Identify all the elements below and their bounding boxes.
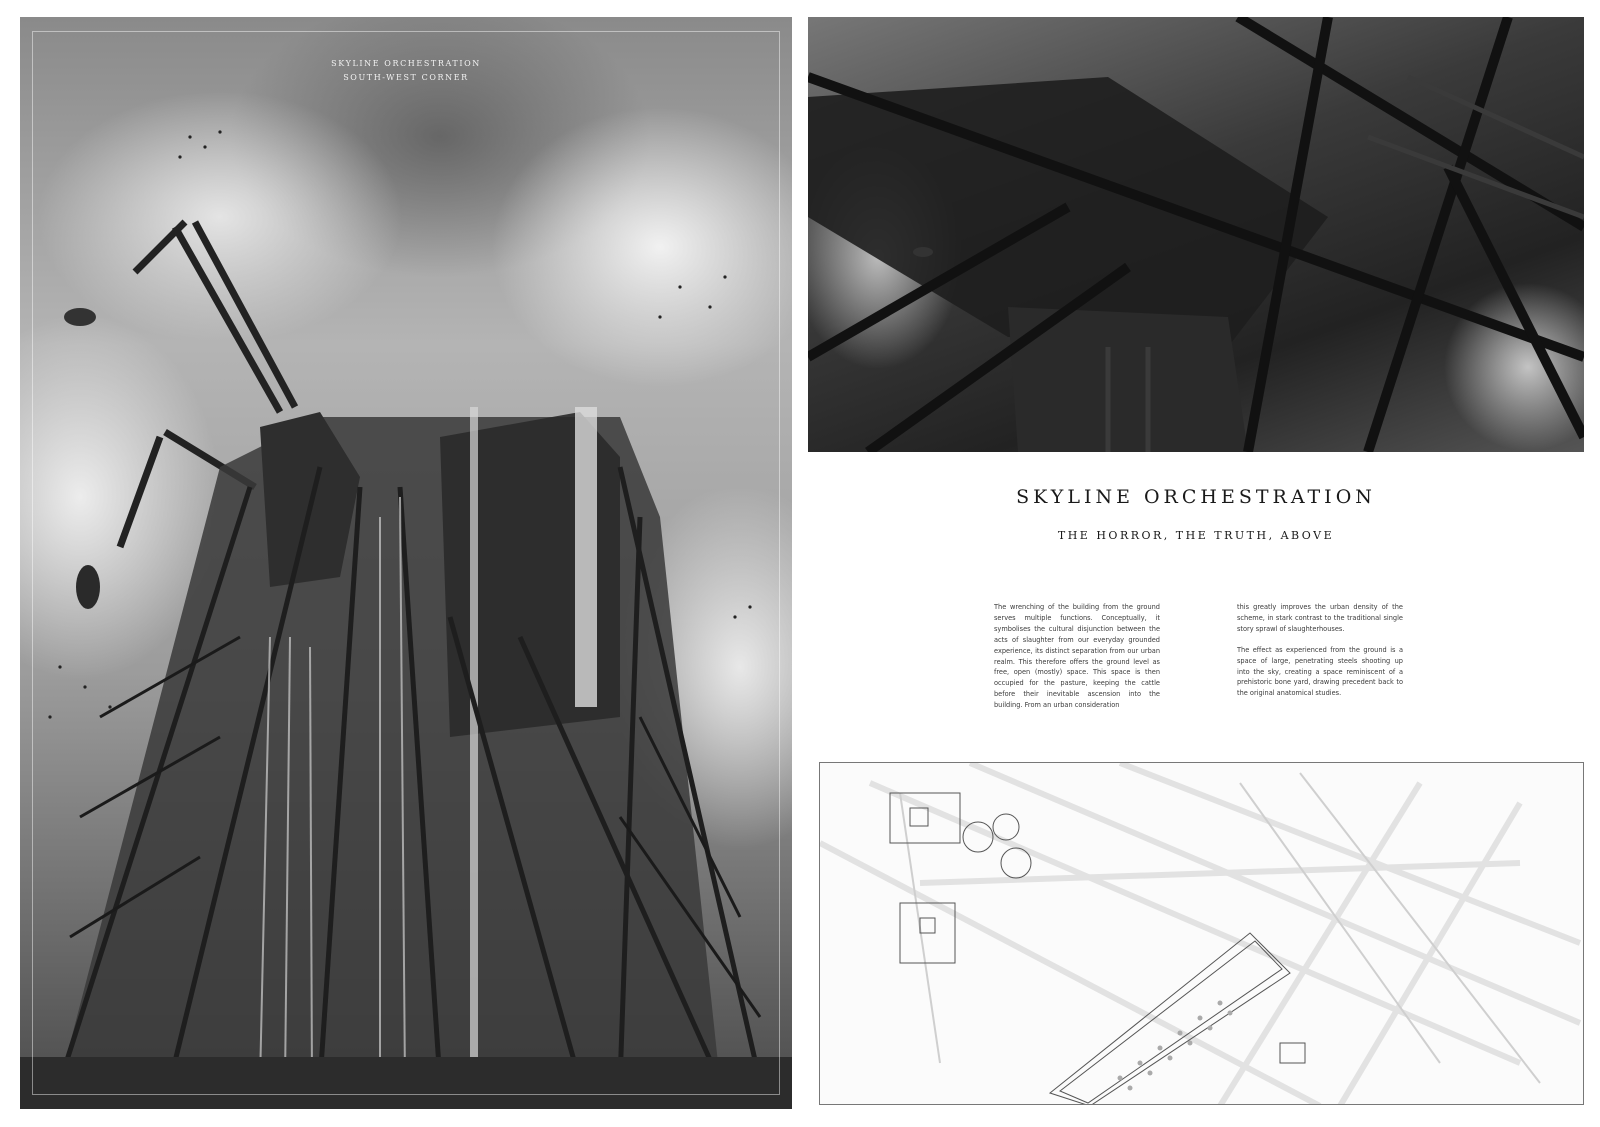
body-paragraph: this greatly improves the urban density of the scheme, in stark contrast to the traditional single story sprawl of slaughterhouses.: [1237, 603, 1403, 633]
page-title: SKYLINE ORCHESTRATION: [1016, 486, 1376, 508]
tower-render-image: [20, 17, 792, 1109]
body-paragraph: The effect as experienced from the ground is a space of large, penetrating steels shooting up into the sky, creating a space reminiscent of a prehistoric bone yard, drawing precedent back to the original anatomical studies.: [1237, 645, 1403, 698]
plan-linework: [820, 763, 1584, 1105]
page-subtitle: THE HORROR, THE TRUTH, ABOVE: [1057, 529, 1335, 542]
floor-plan-drawing: [819, 762, 1584, 1105]
underside-render-image: [808, 17, 1584, 452]
poster-frame-border: [32, 31, 780, 1095]
poster-caption-location: SOUTH-WEST CORNER: [343, 73, 469, 82]
underside-structure-drawing: [808, 17, 1584, 452]
poster-caption-title: SKYLINE ORCHESTRATION: [331, 59, 481, 68]
text-column-right: [1237, 602, 1403, 709]
poster-caption: [20, 57, 792, 85]
body-paragraph: The wrenching of the building from the ground serves multiple functions. Conceptually, it symbolises the cultural disjunction between the acts of slaughter from our everyday grounded experience, its distinct separation from our urban realm. This therefore offers the ground level as free, open (mostly) space. This space is then occupied for the pasture, keeping the cattle before their inevitable ascension into the building. From an urban consideration: [994, 603, 1160, 710]
text-column-left: [994, 602, 1160, 721]
